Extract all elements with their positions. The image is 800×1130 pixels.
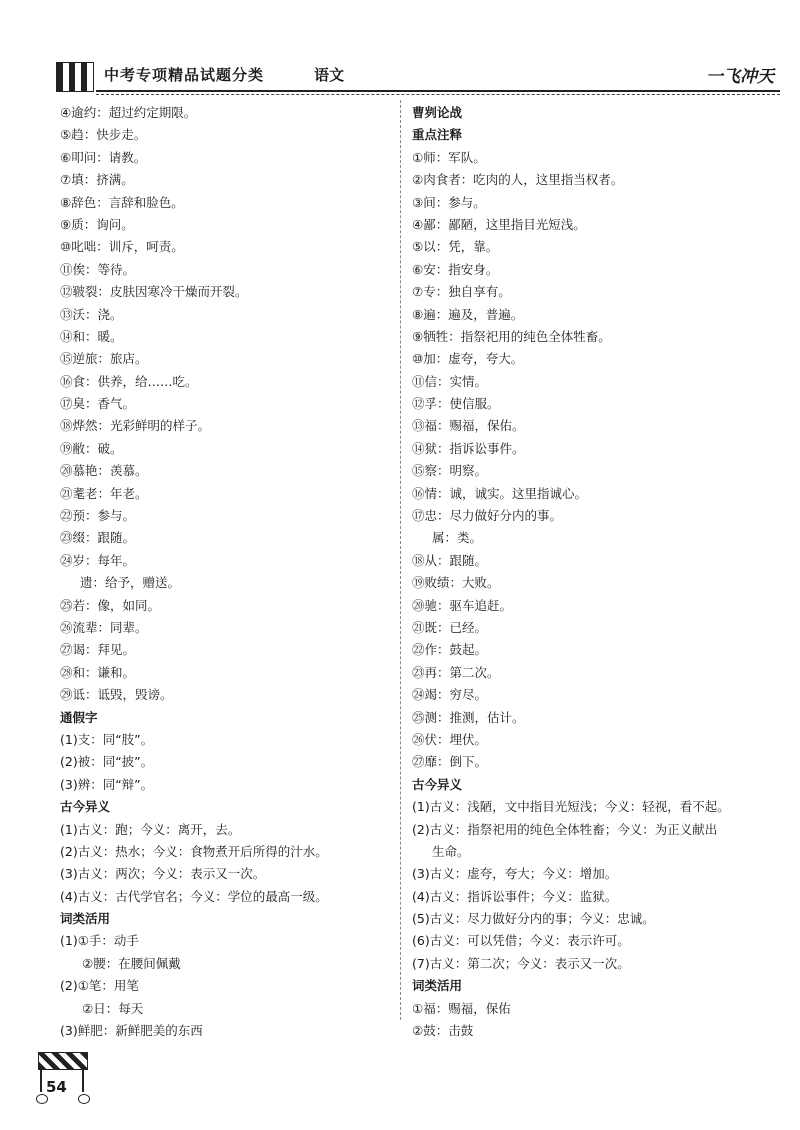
column-divider <box>400 100 401 1020</box>
text-line: ③间：参与。 <box>412 194 486 210</box>
text-line: ⑫孚：使信服。 <box>412 396 500 412</box>
text-line: ⑧遍：遍及，普遍。 <box>412 306 524 322</box>
text-line: (2)被：同“披”。 <box>60 754 154 770</box>
text-line: ⑮察：明察。 <box>412 463 488 479</box>
text-line: ②日：每天 <box>82 1000 144 1016</box>
text-line: ⑦填：挤满。 <box>60 172 134 188</box>
text-line: ㉔岁：每年。 <box>60 552 136 568</box>
checker-logo-icon <box>56 62 94 92</box>
text-line: 遗：给予，赠送。 <box>80 575 181 591</box>
section-heading: 词类活用 <box>412 978 463 994</box>
text-line: ⑥叩问：请教。 <box>60 149 147 165</box>
text-line: ⑯情：诚，诚实。这里指诚心。 <box>412 485 588 501</box>
text-line: ⑬福：赐福，保佑。 <box>412 418 525 434</box>
section-heading: 曹刿论战 <box>412 105 463 120</box>
text-line: ⑤趋：快步走。 <box>60 127 147 143</box>
text-line: ㉖流辈：同辈。 <box>60 619 148 635</box>
flag-pole-left <box>40 1068 42 1092</box>
text-line: (7)古义：第二次；今义：表示又一次。 <box>412 955 630 971</box>
text-line: ⑭狱：指诉讼事件。 <box>412 440 525 456</box>
text-line: ⑳驰：驱车追赶。 <box>412 597 513 613</box>
text-line: ⑤以：凭，靠。 <box>412 239 499 255</box>
text-line: (3)古义：两次；今义：表示又一次。 <box>60 866 266 882</box>
text-line: ④逾约：超过约定期限。 <box>60 105 197 120</box>
text-line: ⑪俟：等待。 <box>60 261 136 277</box>
wheel-icon <box>78 1094 90 1104</box>
text-line: ⑰臭：香气。 <box>60 396 136 412</box>
text-line: ㉕若：像，如同。 <box>60 597 161 613</box>
text-line: ㉗谒：拜见。 <box>60 642 136 658</box>
page-number: 54 <box>46 1078 67 1096</box>
page-footer <box>34 1052 90 1110</box>
text-line: ⑬沃：浇。 <box>60 306 123 322</box>
text-line: ⑭和：暖。 <box>60 328 123 344</box>
text-line: (2)古义：热水；今义：食物煮开后所得的汁水。 <box>60 843 328 859</box>
text-line: ⑥安：指安身。 <box>412 261 499 277</box>
text-line: ⑨质：询问。 <box>60 216 134 232</box>
text-line: ㉒预：参与。 <box>60 508 136 524</box>
header-rule <box>96 90 780 92</box>
text-line: ⑪信：实情。 <box>412 373 488 389</box>
text-line: ⑱烨然：光彩鲜明的样子。 <box>60 418 211 434</box>
brand-logo: 一飞冲天 <box>706 67 774 87</box>
text-line: ㉓缀：跟随。 <box>60 530 136 546</box>
text-line: ⑫皲裂：皮肤因寒冷干燥而开裂。 <box>60 284 248 300</box>
text-line: ①福：赐福，保佑 <box>412 1000 511 1016</box>
text-line: ㉕测：推测，估计。 <box>412 709 525 725</box>
section-heading: 古今异义 <box>60 799 111 815</box>
header-title: 中考专项精品试题分类 <box>104 66 265 84</box>
text-line: ㉖伏：埋伏。 <box>412 731 488 747</box>
text-line: ㉘和：谦和。 <box>60 664 136 680</box>
checkered-flag-icon <box>38 1052 88 1070</box>
section-heading: 重点注释 <box>412 127 463 143</box>
text-line: 生命。 <box>432 843 470 859</box>
text-line: ⑲败绩：大败。 <box>412 575 500 591</box>
text-line: ⑮逆旅：旅店。 <box>60 351 148 367</box>
text-line: (1)古义：浅陋，文中指目光短浅；今义：轻视，看不起。 <box>412 799 730 815</box>
text-line: (1)①手：动手 <box>60 933 139 949</box>
text-line: ⑯食：供养，给……吃。 <box>60 373 198 389</box>
text-line: (3)古义：虚夸，夸大；今义：增加。 <box>412 866 618 882</box>
header-subject: 语文 <box>314 66 345 84</box>
text-line: ⑰忠：尽力做好分内的事。 <box>412 508 563 524</box>
text-line: ㉒作：鼓起。 <box>412 642 488 658</box>
text-line: (3)辨：同“辩”。 <box>60 776 154 792</box>
text-line: ㉑耄老：年老。 <box>60 485 148 501</box>
text-line: (4)古义：指诉讼事件；今义：监狱。 <box>412 888 618 904</box>
text-line: ㉑既：已经。 <box>412 619 488 635</box>
flag-pole-right <box>82 1068 84 1092</box>
text-line: ①师：军队。 <box>412 149 486 165</box>
text-line: 属：类。 <box>432 530 483 546</box>
text-line: ②鼓：击鼓 <box>412 1023 474 1039</box>
text-line: ⑨牺牲：指祭祀用的纯色全体牲畜。 <box>412 328 611 344</box>
text-line: ②肉食者：吃肉的人，这里指当权者。 <box>412 172 624 188</box>
section-heading: 古今异义 <box>412 776 463 792</box>
text-line: ⑦专：独自享有。 <box>412 284 511 300</box>
text-line: ㉙诋：诋毁，毁谤。 <box>60 687 173 703</box>
text-line: (5)古义：尽力做好分内的事；今义：忠诚。 <box>412 911 655 927</box>
wheel-icon <box>36 1094 48 1104</box>
section-heading: 词类活用 <box>60 911 111 927</box>
text-line: (6)古义：可以凭借；今义：表示许可。 <box>412 933 630 949</box>
text-line: ④鄙：鄙陋，这里指目光短浅。 <box>412 216 586 232</box>
text-line: ⑳慕艳：羡慕。 <box>60 463 148 479</box>
right-column <box>412 102 782 1042</box>
text-line: ㉔竭：穷尽。 <box>412 687 488 703</box>
left-column <box>60 102 390 1042</box>
text-line: (2)①笔：用笔 <box>60 978 139 994</box>
text-line: (3)鲜肥：新鲜肥美的东西 <box>60 1023 203 1039</box>
section-heading: 通假字 <box>60 709 98 725</box>
text-line: ⑲敝：破。 <box>60 440 123 456</box>
text-line: ⑧辞色：言辞和脸色。 <box>60 194 184 210</box>
text-line: ⑩加：虚夸，夸大。 <box>412 351 524 367</box>
text-line: (2)古义：指祭祀用的纯色全体牲畜；今义：为正义献出 <box>412 821 718 837</box>
header-dashed-rule <box>96 94 780 95</box>
text-line: (1)古义：跑；今义：离开，去。 <box>60 821 241 837</box>
page-header <box>56 56 780 96</box>
text-line: ㉗靡：倒下。 <box>412 754 488 770</box>
text-line: ㉓再：第二次。 <box>412 664 500 680</box>
text-line: ⑱从：跟随。 <box>412 552 488 568</box>
text-line: (1)支：同“肢”。 <box>60 731 154 747</box>
text-line: (4)古义：古代学官名；今义：学位的最高一级。 <box>60 888 328 904</box>
text-line: ②腰：在腰间佩戴 <box>82 955 181 971</box>
text-line: ⑩叱咄：训斥，呵责。 <box>60 239 184 255</box>
